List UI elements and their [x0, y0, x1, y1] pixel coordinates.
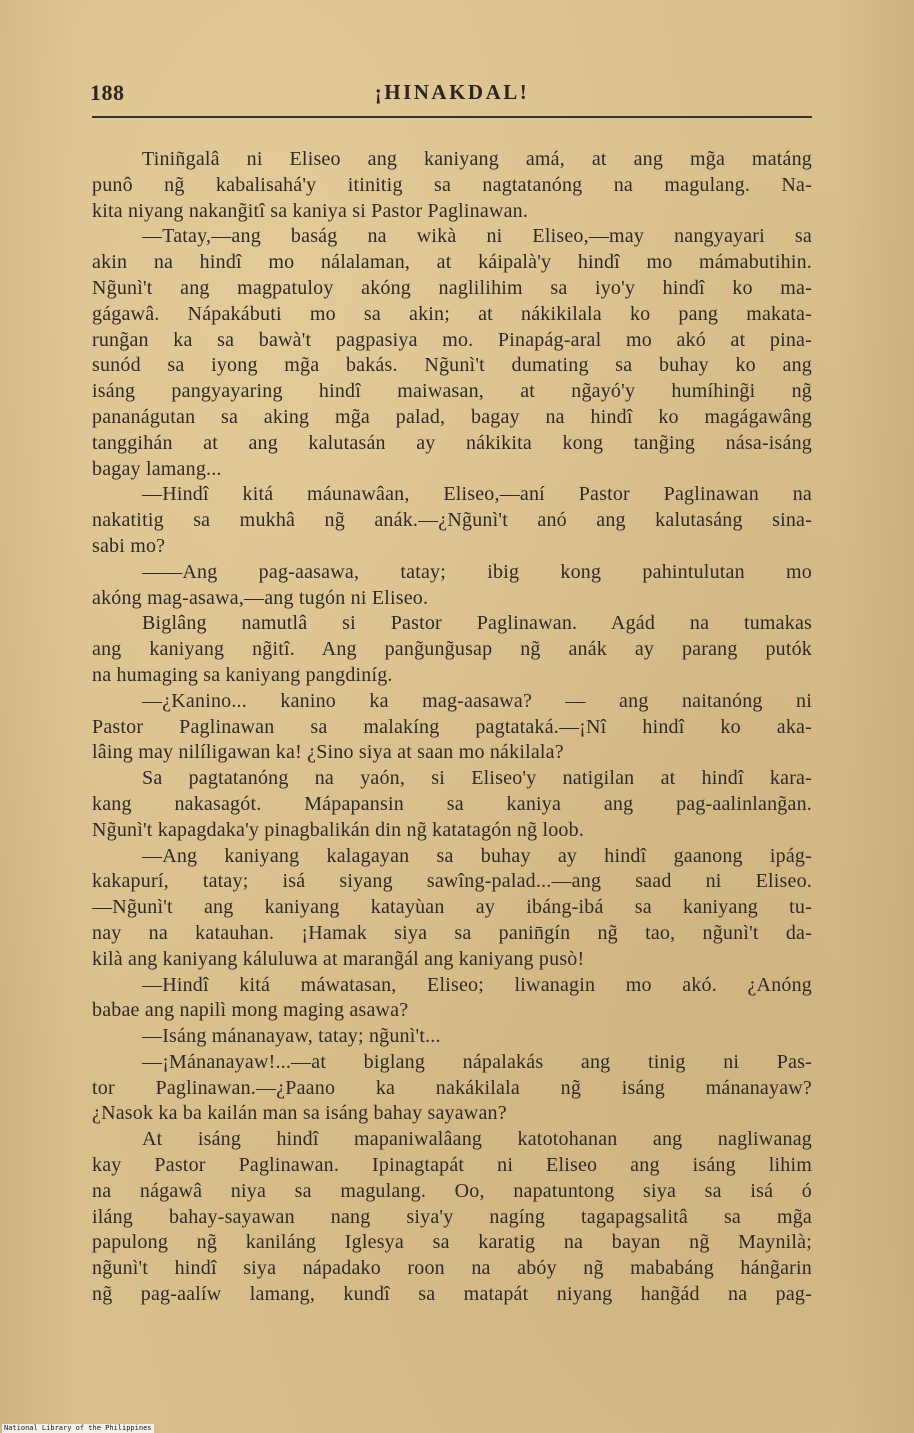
- text-line: kay Pastor Paglinawan. Ipinagtapát ni Eliseo ang isáng lihim: [92, 1154, 812, 1177]
- text-line: Ng̃unì't ang magpatuloy akóng naglilihim sa iyo'y hindî ko ma-: [92, 276, 812, 299]
- page-header: [90, 78, 814, 112]
- text-line: papulong ng̃ kaniláng Iglesya sa karatig na bayan ng̃ Maynilà;: [92, 1231, 812, 1254]
- text-line: tor Paglinawan.—¿Paano ka nakákilala ng̃ isáng mánanayaw?: [92, 1076, 812, 1099]
- header-rule: [92, 116, 812, 118]
- text-line: —Isáng mánanayaw, tatay; ng̃unì't...: [142, 1025, 441, 1048]
- text-line: kang nakasagót. Mápapansin sa kaniya ang pag-aalinlang̃an.: [92, 792, 812, 815]
- page-number: 188: [90, 80, 125, 105]
- body-text: [92, 147, 812, 1308]
- text-line: Sa pagtatanóng na yaón, si Eliseo'y natigilan at hindî kara-: [142, 767, 812, 790]
- text-line: rung̃an ka sa bawà't pagpasiya mo. Pinapág-aral mo akó at pina-: [92, 328, 812, 351]
- text-line: bagay lamang...: [92, 457, 222, 480]
- text-line: babae ang napilì mong maging asawa?: [92, 999, 409, 1022]
- text-line: na humaging sa kaniyang pangdiníg.: [92, 663, 393, 686]
- text-line: Pastor Paglinawan sa malakíng pagtataká.—¡Nî hindî ko aka-: [92, 715, 812, 738]
- text-line: iláng bahay-sayawan nang siya'y nagíng tagapagsalitâ sa mg̃a: [92, 1205, 812, 1228]
- text-line: —Tatay,—ang baság na wikà ni Eliseo,—may nangyayari sa: [142, 225, 812, 248]
- text-line: isáng pangyayaring hindî maiwasan, at ng̃ayó'y humíhing̃i ng̃: [92, 380, 812, 403]
- text-line: ——Ang pag-aasawa, tatay; ibig kong pahintulutan mo: [142, 560, 812, 583]
- text-line: akóng mag-asawa,—ang tugón ni Eliseo.: [92, 586, 429, 609]
- text-line: akin na hindî mo nálalaman, at káipalà'y hindî mo mámabutihin.: [92, 251, 812, 274]
- text-line: —Hindî kitá máwatasan, Eliseo; liwanagin mo akó. ¿Anóng: [142, 973, 812, 996]
- text-line: Tiniñgalâ ni Eliseo ang kaniyang amá, at ang mg̃a matáng: [142, 148, 812, 170]
- text-line: ang kaniyang ng̃itî. Ang pang̃ung̃usap ng̃ anák ay parang putók: [92, 638, 812, 661]
- text-line: —Hindî kitá máunawâan, Eliseo,—aní Pastor Paglinawan na: [142, 483, 812, 506]
- text-line: nay na katauhan. ¡Hamak siya sa panin̄gín ng̃ tao, ng̃unì't da-: [92, 921, 812, 944]
- text-line: kita niyang nakang̃itî sa kaniya si Pastor Paglinawan.: [92, 199, 529, 222]
- text-line: ng̃ pag-aalíw lamang, kundî sa matapát niyang hang̃ád na pag-: [92, 1283, 812, 1306]
- running-title: ¡HINAKDAL!: [374, 80, 530, 104]
- text-line: sunód sa iyong mg̃a bakás. Ng̃unì't dumating sa buhay ko ang: [92, 354, 812, 377]
- text-line: ng̃unì't hindî siya nápadako roon na abóy ng̃ mababáng háng̃arin: [92, 1257, 812, 1280]
- text-line: Biglâng namutlâ si Pastor Paglinawan. Agád na tumakas: [142, 612, 812, 635]
- text-line: gágawâ. Nápakábuti mo sa akin; at nákikilala ko pang makata-: [92, 302, 812, 325]
- text-line: At isáng hindî mapaniwalâang katotohanan ang nagliwanag: [142, 1128, 812, 1151]
- text-line: lâing may nilíligawan ka! ¿Sino siya at saan mo nákilala?: [92, 741, 564, 764]
- text-line: Ng̃unì't kapagdaka'y pinagbalikán din ng̃ katatagón ng̃ loob.: [92, 818, 585, 841]
- text-line: kakapurí, tatay; isá siyang sawîng-palad...—ang saad ni Eliseo.: [92, 870, 812, 893]
- text-line: tanggihán at ang kalutasán ay nákikita kong tang̃ing nása-isáng: [92, 431, 812, 454]
- text-line: kilà ang kaniyang káluluwa at marang̃ál ang kaniyang pusò!: [92, 947, 585, 970]
- footer-credit: National Library of the Philippines: [4, 1424, 152, 1432]
- text-line: punô ng̃ kabalisahá'y itinitig sa nagtatanóng na magulang. Na-: [92, 173, 812, 196]
- text-line: ¿Nasok ka ba kailán man sa isáng bahay sayawan?: [92, 1102, 507, 1125]
- text-line: nakatitig sa mukhâ ng̃ anák.—¿Ng̃unì't anó ang kalutasáng sina-: [92, 509, 812, 532]
- text-line: —Ng̃unì't ang kaniyang katayùan ay ibáng-ibá sa kaniyang tu-: [92, 896, 812, 919]
- text-line: na nágawâ niya sa magulang. Oo, napatuntong siya sa isá ó: [92, 1179, 812, 1202]
- text-line: pananágutan sa aking mg̃a palad, bagay na hindî ko magágawâng: [92, 405, 812, 428]
- text-line: —¿Kanino... kanino ka mag-aasawa? — ang naitanóng ni: [142, 689, 812, 712]
- text-line: —¡Mánanayaw!...—at biglang nápalakás ang tinig ni Pas-: [142, 1050, 812, 1073]
- text-line: —Ang kaniyang kalagayan sa buhay ay hindî gaanong ipág-: [142, 844, 812, 867]
- text-line: sabi mo?: [92, 534, 166, 557]
